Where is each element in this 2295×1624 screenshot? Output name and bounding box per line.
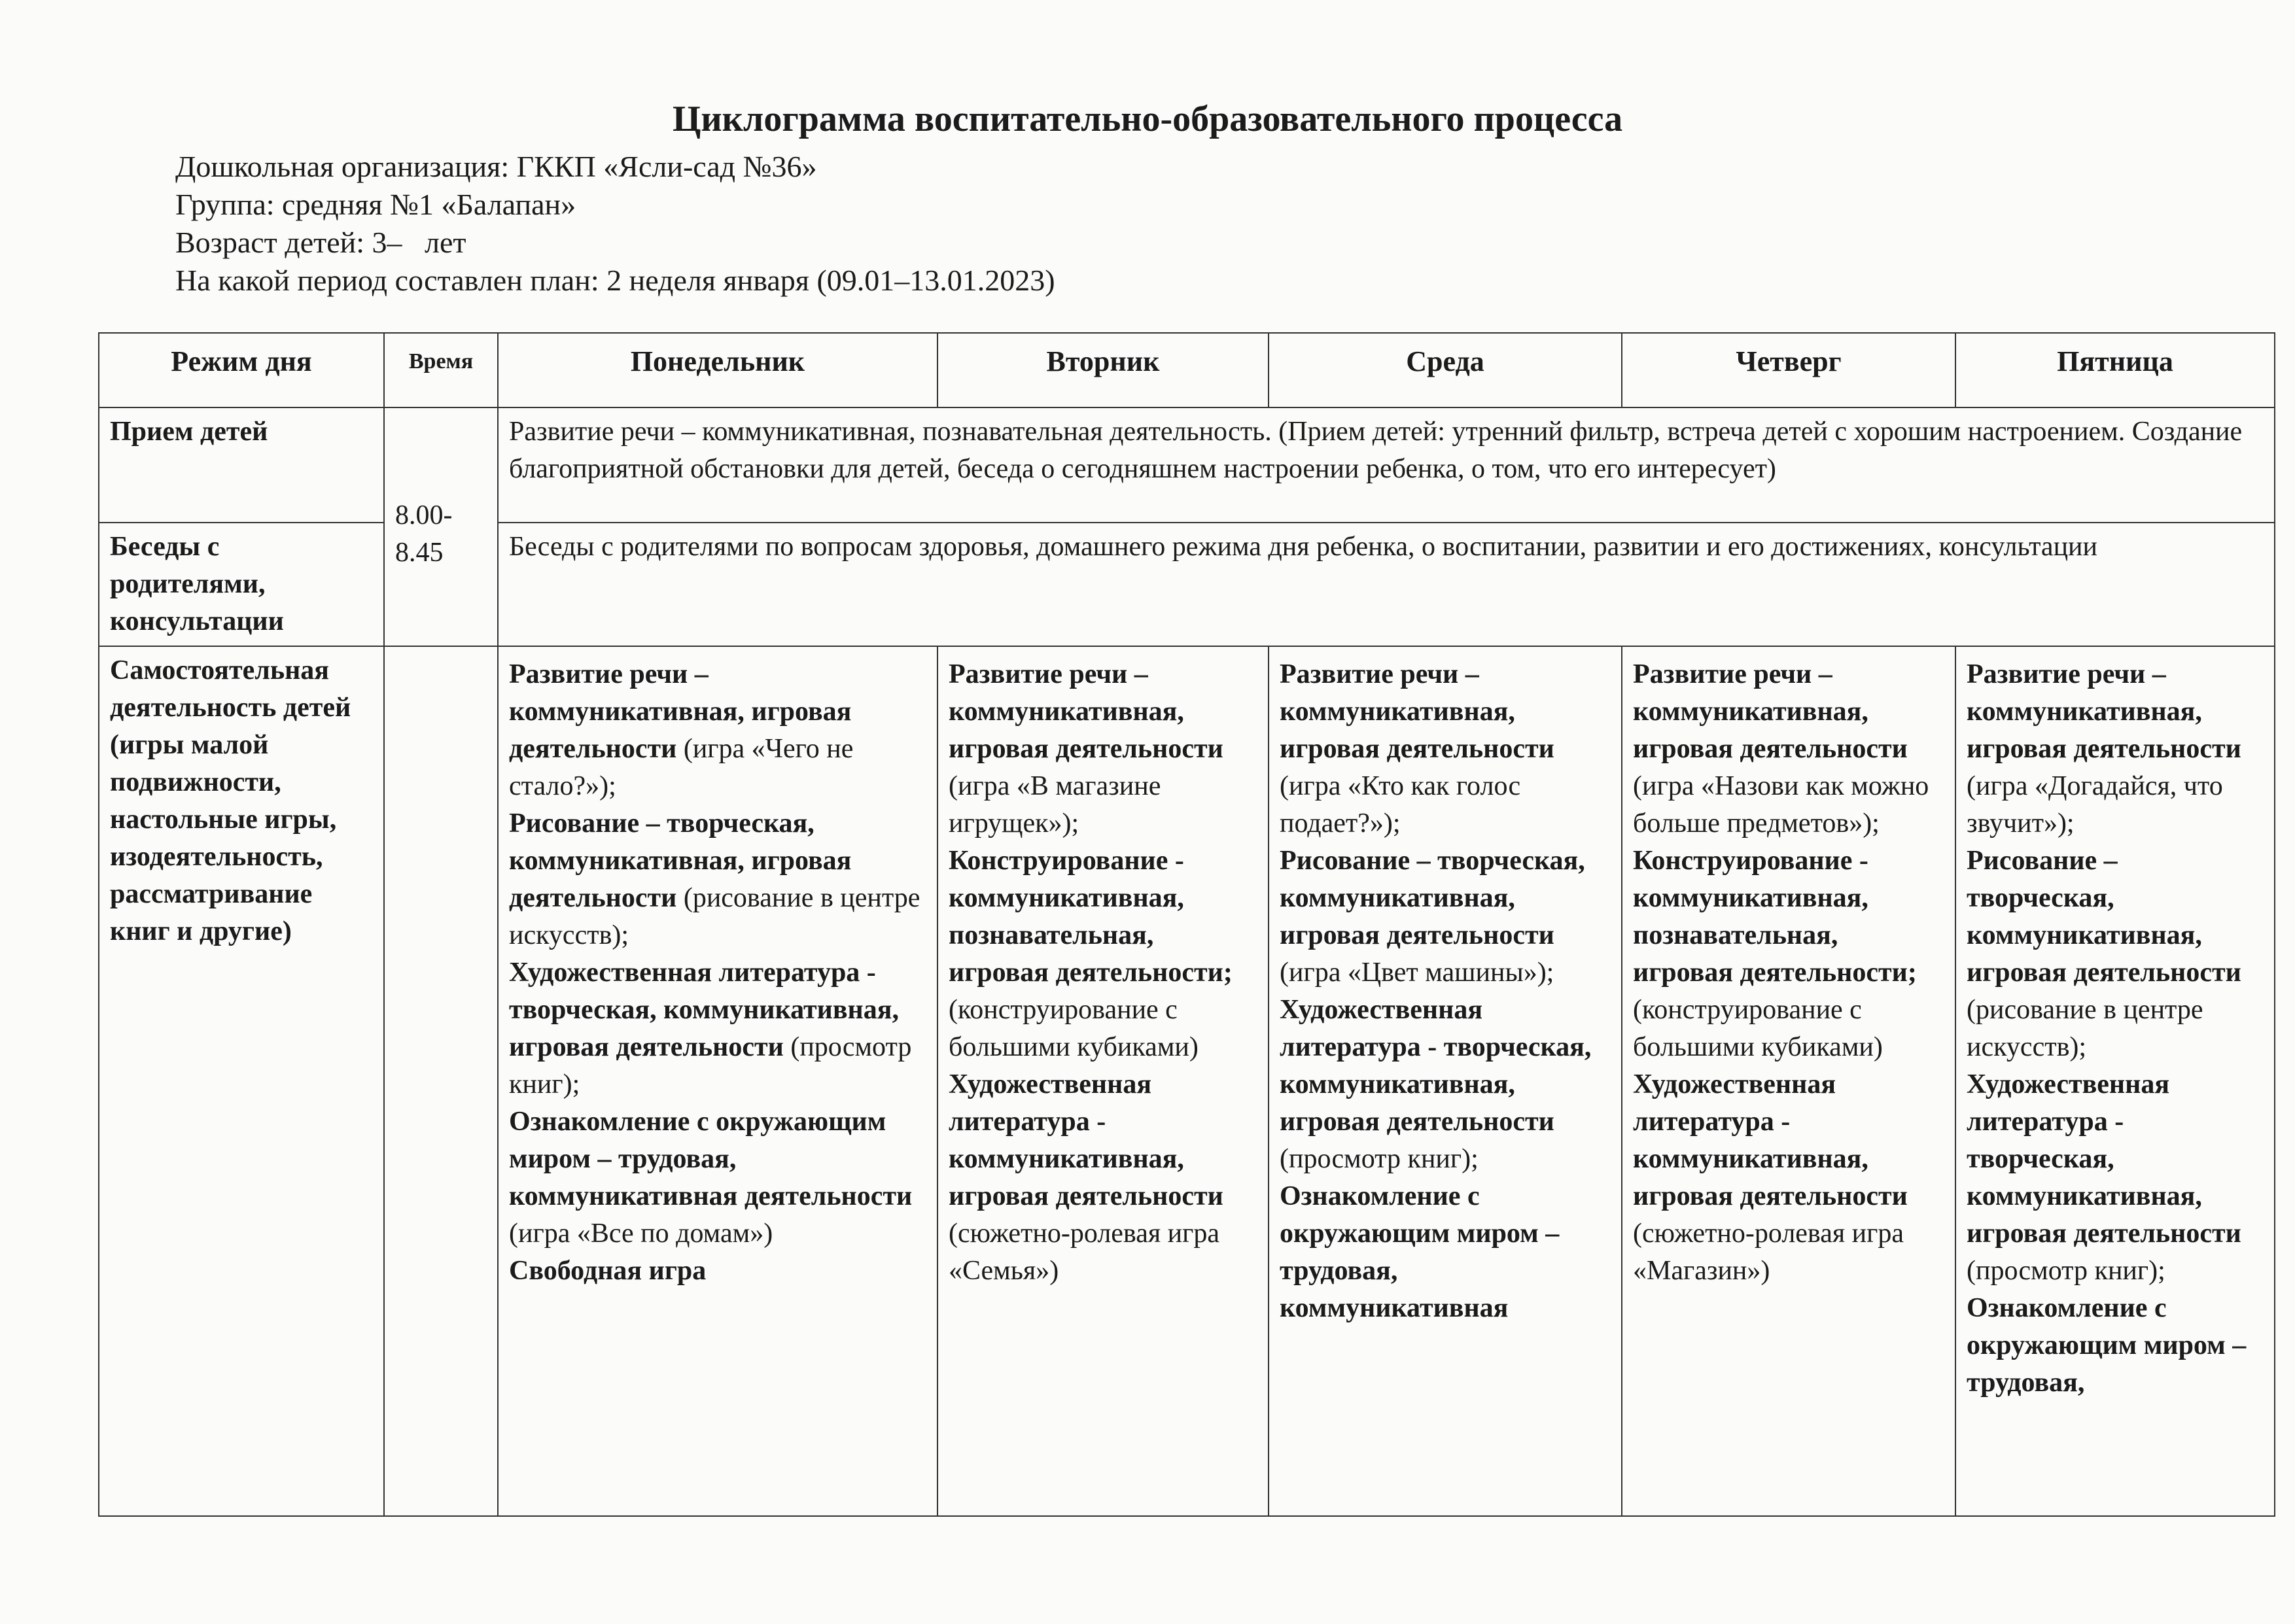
activity-detail: (игра «В магазине игрущек»);: [949, 771, 1161, 838]
header-row: [99, 333, 2275, 407]
activity-detail: (конструирование с большими кубиками): [1633, 995, 1883, 1062]
activity-detail: (просмотр книг);: [1967, 1256, 2165, 1286]
tuesday-activities: [937, 646, 1269, 1516]
header-tuesday: Вторник: [937, 333, 1269, 407]
wednesday-activities: [1269, 646, 1622, 1516]
activity-title: Художественная литература - творческая, коммуникативная, игровая деятельности: [1967, 1069, 2241, 1249]
activity-detail: (игра «Назови как можно больше предметов»);: [1633, 771, 1929, 838]
activity-title: Художественная литература - творческая, коммуникативная, игровая деятельности: [509, 958, 899, 1062]
activity-title: Художественная литература - коммуникативная, игровая деятельности: [949, 1069, 1223, 1211]
activity-title: Свободная игра: [509, 1256, 707, 1286]
activity-title: Конструирование - коммуникативная, познавательная, игровая деятельности;: [1633, 846, 1917, 988]
activity-detail: (рисование в центре искусств);: [1967, 995, 2203, 1062]
activity-title: Развитие речи – коммуникативная, игровая деятельности: [1633, 659, 1908, 764]
time-empty-cell: [384, 646, 498, 1516]
activity-title: Художественная литература - творческая, коммуникативная, игровая деятельности: [1280, 995, 1592, 1137]
activity-detail: (игра «Цвет машины»);: [1280, 958, 1554, 988]
document-info: [175, 148, 1055, 300]
activity-title: Ознакомление с окружающим миром – трудовая, коммуникативная деятельности: [509, 1107, 913, 1211]
header-thursday: Четверг: [1622, 333, 1955, 407]
activity-detail: (игра «Догадайся, что звучит»);: [1967, 771, 2223, 838]
activity-title: Рисование – творческая, коммуникативная, игровая деятельности: [1967, 846, 2241, 988]
friday-activities: [1955, 646, 2275, 1516]
age-line: Возраст детей: 3– лет: [175, 226, 466, 259]
activity-detail: (сюжетно-ролевая игра «Магазин»): [1633, 1218, 1904, 1286]
period-line: На какой период составлен план: 2 неделя января (09.01–13.01.2023): [175, 264, 1055, 297]
independent-label: Самостоятельная деятельность детей (игры малой подвижности, настольные игры, изодеятельность, рассматривание книг и другие): [99, 646, 384, 1516]
activity-title: Развитие речи – коммуникативная, игровая деятельности: [1967, 659, 2241, 764]
reception-text: Развитие речи – коммуникативная, познавательная деятельность. (Прием детей: утренний фильтр, встреча детей с хорошим настроением. Создание благоприятной обстановки для детей, беседа о сегодняшнем настроении ребенка, о том, что его интересует): [498, 407, 2275, 523]
time-cell: [384, 407, 498, 646]
activity-title: Рисование – творческая, коммуникативная, игровая деятельности: [1280, 846, 1585, 950]
activity-title: Ознакомление с окружающим миром – трудовая, коммуникативная: [1280, 1181, 1560, 1323]
activity-title: Развитие речи – коммуникативная, игровая деятельности: [1280, 659, 1554, 764]
table-row: [99, 646, 2275, 1516]
thursday-activities: [1622, 646, 1955, 1516]
activity-title: Рисование – творческая, коммуникативная, игровая деятельности: [509, 808, 852, 913]
header-regime: Режим дня: [99, 333, 384, 407]
header-monday: Понедельник: [498, 333, 937, 407]
activity-title: Развитие речи – коммуникативная, игровая деятельности: [949, 659, 1223, 764]
activity-detail: (просмотр книг);: [1280, 1144, 1479, 1174]
table-row: [99, 407, 2275, 523]
time-value: 8.00- 8.45: [395, 500, 453, 568]
activity-detail: (сюжетно-ролевая игра «Семья»): [949, 1218, 1220, 1286]
activity-detail: (игра «Чего не стало?»);: [509, 734, 854, 801]
activity-detail: (конструирование с большими кубиками): [949, 995, 1199, 1062]
schedule-table: [98, 332, 2275, 1517]
page-title: Циклограмма воспитательно-образовательного процесса: [672, 99, 1623, 139]
header-time: Время: [384, 333, 498, 407]
reception-label: Прием детей: [99, 407, 384, 523]
organization-line: Дошкольная организация: ГККП «Ясли-сад №36»: [175, 150, 817, 183]
activity-title: Развитие речи – коммуникативная, игровая деятельности: [509, 659, 852, 764]
monday-activities: [498, 646, 937, 1516]
activity-title: Ознакомление с окружающим миром – трудовая,: [1967, 1293, 2247, 1398]
parents-text: Беседы с родителями по вопросам здоровья, домашнего режима дня ребенка, о воспитании, развитии и его достижениях, консультации: [498, 523, 2275, 646]
activity-title: Художественная литература - коммуникативная, игровая деятельности: [1633, 1069, 1908, 1211]
activity-detail: (просмотр книг);: [509, 1032, 912, 1099]
activity-detail: (игра «Кто как голос подает?»);: [1280, 771, 1521, 838]
header-friday: Пятница: [1955, 333, 2275, 407]
header-wednesday: Среда: [1269, 333, 1622, 407]
group-line: Группа: средняя №1 «Балапан»: [175, 188, 576, 221]
parents-label: Беседы с родителями, консультации: [99, 523, 384, 646]
activity-detail: (рисование в центре искусств);: [509, 883, 920, 950]
activity-detail: (игра «Все по домам»): [509, 1218, 773, 1249]
activity-title: Конструирование - коммуникативная, познавательная, игровая деятельности;: [949, 846, 1233, 988]
